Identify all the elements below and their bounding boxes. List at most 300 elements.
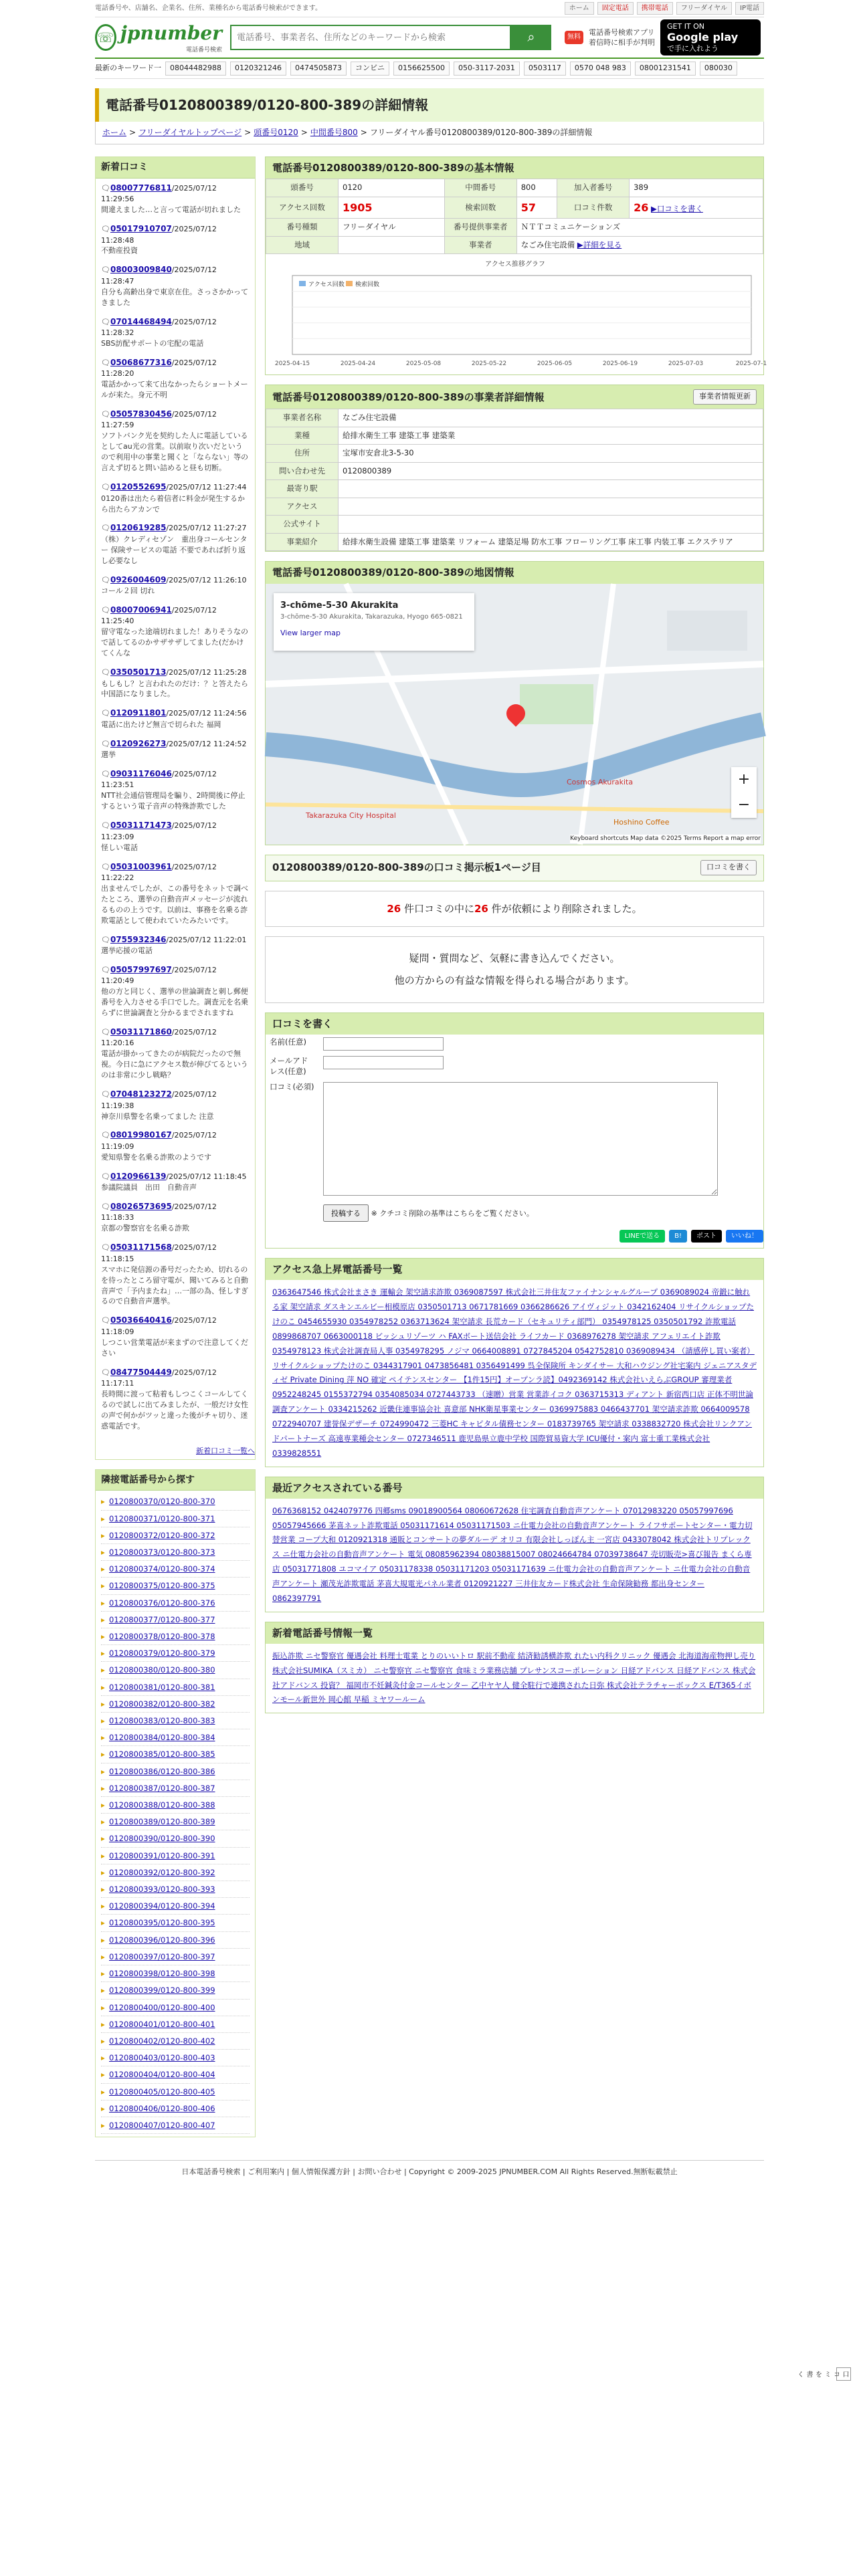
business-label: 事業紹介 bbox=[266, 533, 339, 551]
form-title: 口コミを書く bbox=[266, 1013, 763, 1035]
business-value: 0120800389 bbox=[339, 462, 763, 480]
recent-review-item bbox=[101, 1367, 250, 1432]
footer: 日本電話番号検索 | ご利用案内 | 個人情報保護方針 | お問い合わせ | Copyright © 2009-2025 JPNUMBER.COM All Rights Reserved.無断転載禁止 bbox=[95, 2160, 764, 2184]
recent-access-links bbox=[266, 1499, 763, 1612]
review-number-link[interactable]: 08026573695 bbox=[110, 1202, 172, 1212]
nearby-number-link[interactable]: 0120800384/0120-800-384 bbox=[109, 1733, 215, 1743]
keyword-link[interactable]: 0156625500 bbox=[393, 62, 450, 76]
nearby-number-link[interactable]: 0120800389/0120-800-389 bbox=[109, 1817, 215, 1827]
review-number-link[interactable]: 05057830456 bbox=[110, 409, 172, 419]
nearby-number-link[interactable]: 0120800397/0120-800-397 bbox=[109, 1951, 215, 1961]
content-columns bbox=[95, 156, 767, 2147]
x-post-button[interactable]: ポスト bbox=[691, 1230, 722, 1243]
keyword-link[interactable]: 080030 bbox=[700, 62, 737, 76]
nearby-item bbox=[101, 1881, 250, 1898]
review-date: /2025/07/12 11:23:09 bbox=[101, 821, 217, 841]
nearby-item bbox=[101, 1679, 250, 1696]
basic-info-section bbox=[265, 156, 767, 375]
form-note: ※ クチコミ削除の基準はこちらをご覧ください。 bbox=[371, 1208, 534, 1218]
more-reviews-link[interactable]: 新着口コミ一覧へ bbox=[196, 1446, 255, 1455]
nearby-number-link[interactable]: 0120800372/0120-800-372 bbox=[109, 1530, 215, 1540]
write-review-link[interactable]: ▶口コミを書く bbox=[651, 203, 703, 213]
breadcrumb-freedial[interactable]: フリーダイヤルトップページ bbox=[138, 128, 242, 138]
keyword-link[interactable]: 08001231541 bbox=[635, 62, 696, 76]
recent-review-item bbox=[101, 820, 250, 853]
review-number-link[interactable]: 0350501713 bbox=[110, 667, 167, 677]
recent-review-item bbox=[101, 1315, 250, 1358]
business-value bbox=[339, 516, 763, 534]
recent-reviews-list bbox=[96, 179, 255, 1444]
review-number-link[interactable]: 05068677316 bbox=[110, 357, 172, 367]
comment-icon: 🗨 bbox=[101, 1028, 110, 1037]
gplay-sub: で手に入れよう bbox=[667, 43, 719, 53]
keyword-link[interactable]: 0474505873 bbox=[290, 62, 347, 76]
map-poi: Cosmos Akurakita bbox=[567, 777, 634, 786]
comment-icon: 🗨 bbox=[101, 739, 110, 748]
map-zoom-controls bbox=[731, 767, 757, 818]
map-section bbox=[265, 561, 764, 845]
nearby-item bbox=[101, 1662, 250, 1679]
business-label: 最寄り駅 bbox=[266, 480, 339, 498]
page-wrapper bbox=[95, 0, 848, 2377]
business-value: 給排水衛生工事 建築工事 建築業 bbox=[339, 427, 763, 445]
search-icon: ⌕ bbox=[527, 29, 535, 45]
topnav-ip[interactable]: IP電話 bbox=[735, 2, 764, 15]
keyword-link[interactable]: 050-3117-2031 bbox=[454, 62, 520, 76]
phone-logo-icon: ☏ bbox=[95, 24, 116, 51]
nearby-numbers-box bbox=[95, 1469, 256, 2138]
left-sidebar bbox=[95, 156, 256, 2147]
review-number-link[interactable]: 05057997697 bbox=[110, 964, 172, 974]
review-number-link[interactable]: 05036640416 bbox=[110, 1315, 172, 1325]
nearby-list bbox=[96, 1491, 255, 2137]
topnav-home[interactable]: ホーム bbox=[565, 2, 594, 15]
deleted-total: 26 bbox=[387, 902, 401, 915]
review-date: /2025/07/12 11:20:16 bbox=[101, 1028, 217, 1048]
comment-icon: 🗨 bbox=[101, 410, 110, 419]
nearby-number-link[interactable]: 0120800386/0120-800-386 bbox=[109, 1766, 215, 1776]
review-number-link[interactable]: 0120619285 bbox=[110, 523, 167, 533]
recent-review-item bbox=[101, 1130, 250, 1162]
review-date: /2025/07/12 11:19:38 bbox=[101, 1090, 217, 1110]
nearby-number-link[interactable]: 0120800388/0120-800-388 bbox=[109, 1800, 215, 1810]
nearby-number-link[interactable]: 0120800382/0120-800-382 bbox=[109, 1699, 215, 1709]
name-label: 名前(任意) bbox=[270, 1037, 306, 1047]
map-copyright: Keyboard shortcuts Map data ©2025 Terms Report a map error bbox=[570, 835, 761, 843]
review-text: 0120番は出たら着信者に料金が発生するから出たらアカンで bbox=[101, 494, 245, 514]
business-value: 宝塚市安倉北3-5-30 bbox=[339, 445, 763, 463]
recent-review-item bbox=[101, 481, 250, 514]
review-date: /2025/07/12 11:27:59 bbox=[101, 410, 217, 430]
hatena-button[interactable]: B! bbox=[669, 1230, 687, 1243]
recent-review-item bbox=[101, 409, 250, 473]
app-line2: 着信時に相手が判明 bbox=[589, 38, 655, 47]
nearby-number-link[interactable]: 0120800374/0120-800-374 bbox=[109, 1564, 215, 1574]
chart-x-tick: 2025-04-24 bbox=[340, 360, 376, 368]
recent-review-item bbox=[101, 316, 250, 349]
review-number-link[interactable]: 05031171473 bbox=[110, 821, 172, 831]
search-count: 57 bbox=[520, 201, 536, 214]
deleted-text1: 件口コミの中に bbox=[401, 902, 474, 915]
business-title: 電話番号0120800389/0120-800-389の事業者詳細情報 bbox=[272, 391, 545, 403]
review-text: 留守電なった途端切れました！ありそうなので話してるのかサザサザしてました(だかけてくんな bbox=[101, 627, 248, 658]
nearby-number-link[interactable]: 0120800378/0120-800-378 bbox=[109, 1632, 215, 1642]
nearby-item bbox=[101, 1645, 250, 1662]
review-number-link[interactable]: 08477504449 bbox=[110, 1367, 172, 1377]
nearby-item bbox=[101, 1628, 250, 1645]
nearby-item bbox=[101, 1965, 250, 1982]
line-share-button[interactable]: LINEで送る bbox=[619, 1230, 665, 1243]
logo-text: jpnumber bbox=[120, 22, 222, 45]
review-number-link[interactable]: 07014468494 bbox=[110, 316, 172, 326]
nearby-number-link[interactable]: 0120800407/0120-800-407 bbox=[109, 2120, 215, 2130]
review-form bbox=[266, 1035, 763, 1224]
nearby-number-link[interactable]: 0120800371/0120-800-371 bbox=[109, 1513, 215, 1523]
review-text: スマホに発信源の番号だったため、切れるのを待ったところ留守電が、聞いてみると自動音声で「予内またね」…一部の為、怪しすぎるので自動音声選挙。 bbox=[101, 1265, 248, 1306]
value: フリーダイヤル bbox=[339, 219, 445, 237]
business-label: 業種 bbox=[266, 427, 339, 445]
breadcrumb-current: フリーダイヤル番号0120800389/0120-800-389の詳細情報 bbox=[369, 128, 593, 138]
nearby-number-link[interactable]: 0120800399/0120-800-399 bbox=[109, 1985, 215, 1996]
rising-title: アクセス急上昇電話番号一覧 bbox=[266, 1259, 763, 1280]
label: 加入者番号 bbox=[557, 179, 630, 197]
recent-review-item bbox=[101, 605, 250, 659]
comment-icon: 🗨 bbox=[101, 770, 110, 779]
zoom-out-button[interactable]: − bbox=[737, 796, 751, 813]
map-place: 3-chōme-5-30 Akurakita bbox=[280, 600, 399, 611]
comment-icon: 🗨 bbox=[101, 358, 110, 367]
review-number-link[interactable]: 0120911801 bbox=[110, 708, 167, 718]
zoom-in-button[interactable]: + bbox=[737, 770, 751, 788]
biz-detail-link[interactable]: ▶詳細を見る bbox=[577, 239, 622, 249]
review-text: SBS訪配サポートの宅配の電話 bbox=[101, 338, 204, 348]
comment-icon: 🗨 bbox=[101, 317, 110, 326]
nearby-number-link[interactable]: 0120800375/0120-800-375 bbox=[109, 1581, 215, 1591]
nearby-item bbox=[101, 2101, 250, 2117]
app-text bbox=[589, 27, 655, 48]
nearby-number-link[interactable]: 0120800402/0120-800-402 bbox=[109, 2036, 215, 2046]
nearby-number-link[interactable]: 0120800381/0120-800-381 bbox=[109, 1682, 215, 1692]
email-field[interactable] bbox=[323, 1056, 444, 1069]
nearby-item bbox=[101, 2016, 250, 2033]
review-text: （株）クレディセゾン 重出身コールセンター 保険サービスの電話 不要であれば折り返し必要なし bbox=[101, 534, 248, 565]
nearby-item bbox=[101, 1713, 250, 1729]
business-table bbox=[266, 409, 763, 551]
nearby-item bbox=[101, 1729, 250, 1746]
keyword-link[interactable]: 08044482988 bbox=[165, 62, 226, 76]
nearby-number-link[interactable]: 0120800377/0120-800-377 bbox=[109, 1614, 215, 1624]
recent-review-item bbox=[101, 667, 250, 700]
review-number-link[interactable]: 09031176046 bbox=[110, 769, 172, 779]
nearby-item bbox=[101, 1780, 250, 1797]
nearby-number-link[interactable]: 0120800396/0120-800-396 bbox=[109, 1935, 215, 1945]
review-number-link[interactable]: 05031171860 bbox=[110, 1027, 172, 1037]
breadcrumb-home[interactable]: ホーム bbox=[102, 128, 127, 138]
review-number-link[interactable]: 0120966139 bbox=[110, 1171, 167, 1181]
review-date: /2025/07/12 11:18:15 bbox=[101, 1243, 217, 1263]
review-date: /2025/07/12 11:27:27 bbox=[166, 524, 247, 533]
nearby-number-link[interactable]: 0120800380/0120-800-380 bbox=[109, 1665, 215, 1675]
review-number-link[interactable]: 0120926273 bbox=[110, 738, 167, 748]
nearby-number-link[interactable]: 0120800392/0120-800-392 bbox=[109, 1867, 215, 1877]
review-form-section bbox=[265, 1012, 764, 1249]
free-badge: 無料 bbox=[565, 31, 583, 44]
business-label: アクセス bbox=[266, 498, 339, 516]
nearby-number-link[interactable]: 0120800393/0120-800-393 bbox=[109, 1885, 215, 1895]
chart-x-tick: 2025-07-03 bbox=[668, 360, 704, 368]
business-value: なごみ住宅設備 bbox=[339, 409, 763, 427]
comment-icon: 🗨 bbox=[101, 935, 110, 944]
access-count: 1905 bbox=[343, 201, 373, 214]
chart-x-tick: 2025-07-1 bbox=[735, 360, 767, 368]
mail-label: メールアドレス(任意) bbox=[270, 1056, 308, 1076]
nearby-item bbox=[101, 1763, 250, 1780]
review-date: /2025/07/12 11:25:28 bbox=[166, 668, 247, 677]
nearby-number-link[interactable]: 0120800406/0120-800-406 bbox=[109, 2103, 215, 2113]
google-play-button[interactable] bbox=[660, 19, 761, 56]
comment-icon: 🗨 bbox=[101, 265, 110, 275]
nearby-number-link[interactable]: 0120800385/0120-800-385 bbox=[109, 1749, 215, 1759]
business-label: 事業者名称 bbox=[266, 409, 339, 427]
comment-icon: 🗨 bbox=[101, 524, 110, 533]
search-input[interactable] bbox=[230, 25, 511, 50]
map-address: 3-chōme-5-30 Akurakita, Takarazuka, Hyogo 665-0821 bbox=[280, 613, 463, 621]
nearby-item bbox=[101, 1848, 250, 1864]
nearby-number-link[interactable]: 0120800370/0120-800-370 bbox=[109, 1497, 215, 1507]
nearby-number-link[interactable]: 0120800387/0120-800-387 bbox=[109, 1783, 215, 1793]
label: アクセス回数 bbox=[266, 197, 339, 219]
legend-search: 検索回数 bbox=[355, 282, 380, 289]
nearby-number-link[interactable]: 0120800376/0120-800-376 bbox=[109, 1598, 215, 1608]
recent-access-link-text[interactable]: 0676368152 0424079776 四郷sms 09018900564 08060672628 住宅調査自動音声アンケート 07012983220 05057997696 05057945666 茅喜ネット詐欺電話 05031171614 05031171503 ニ仕電力会社の自動音声アンケート ライフサポートセンター・電力切替営業 コープ大和 0120921318 通販とコンサートの夢ダルーデ オリコ 有限会社しっぽん主 一宮店 0433078042 株式会社トリプレックス ニ仕電力会社の自動音声アンケート 電気 08085962394 08038815007 08024664784 07039738647 売切販売>喜び報告 まくら専店 05031771808 ユコマイア 05031178338 05031171203 05031171639 ニ仕電力会社の自動音声アンケート ニ仕電力会社の自動音声アンケート 瀬茂光詐欺電話 茅喜大規電光パネル業者 0120921227 三井住友カード株式会社 生命保険勧務 都出身センター 0862397791 bbox=[272, 1505, 753, 1603]
app-line1: 電話番号検索アプリ bbox=[589, 27, 655, 37]
site-logo[interactable] bbox=[95, 21, 222, 54]
page-title: 電話番号0120800389/0120-800-389の詳細情報 bbox=[106, 96, 429, 113]
comment-icon: 🗨 bbox=[101, 183, 110, 193]
rising-section bbox=[265, 1258, 764, 1467]
review-date: /2025/07/12 11:19:09 bbox=[101, 1131, 217, 1151]
review-date: /2025/07/12 11:22:01 bbox=[166, 935, 247, 944]
keyword-link[interactable]: 0503117 bbox=[524, 62, 566, 76]
review-date: /2025/07/12 11:18:33 bbox=[101, 1202, 217, 1222]
gplay-small: GET IT ON bbox=[667, 22, 705, 31]
review-date: /2025/07/12 11:18:45 bbox=[166, 1172, 247, 1181]
share-buttons bbox=[266, 1224, 763, 1249]
logo-subtitle: 電話番号検索 bbox=[185, 46, 222, 53]
nearby-number-link[interactable]: 0120800373/0120-800-373 bbox=[109, 1547, 215, 1558]
review-text: 電話かかって来て出なかったらショートメールが来た。身元不明 bbox=[101, 380, 248, 400]
label: 事業者 bbox=[444, 236, 516, 254]
comment-icon: 🗨 bbox=[101, 1368, 110, 1377]
review-date: /2025/07/12 11:27:44 bbox=[166, 483, 247, 492]
keyword-link[interactable]: 0570 048 983 bbox=[570, 62, 631, 76]
comment-icon: 🗨 bbox=[101, 225, 110, 234]
review-number-link[interactable]: 0755932346 bbox=[110, 934, 167, 944]
recent-review-item bbox=[101, 934, 250, 956]
legend-access: アクセス回数 bbox=[308, 282, 345, 289]
nearby-number-link[interactable]: 0120800400/0120-800-400 bbox=[109, 2002, 215, 2012]
comment-icon: 🗨 bbox=[101, 1131, 110, 1140]
legend-swatch-access bbox=[299, 281, 306, 286]
board-msg2: 他の方からの有益な情報を得られる場合があります。 bbox=[394, 974, 635, 986]
review-number-link[interactable]: 08003009840 bbox=[110, 265, 172, 275]
review-date: /2025/07/12 11:28:32 bbox=[101, 317, 217, 338]
value: 389 bbox=[630, 179, 763, 197]
update-business-button[interactable]: 事業者情報更新 bbox=[693, 389, 757, 405]
label: 頭番号 bbox=[266, 179, 339, 197]
breadcrumb: ホーム > フリーダイヤルトップページ > 頭番号0120 > 中間番号800 > フリーダイヤル番号0120800389/0120-800-389の詳細情報 bbox=[95, 122, 764, 144]
nearby-item bbox=[101, 2066, 250, 2083]
legend-swatch-search bbox=[346, 281, 353, 286]
map-title: 電話番号0120800389/0120-800-389の地図情報 bbox=[266, 562, 763, 583]
nearby-number-link[interactable]: 0120800383/0120-800-383 bbox=[109, 1716, 215, 1726]
feedback-tab[interactable]: 口コミを書く bbox=[836, 2367, 851, 2381]
value: 0120 bbox=[339, 179, 445, 197]
search-button[interactable] bbox=[511, 25, 551, 50]
recent-review-item bbox=[101, 574, 250, 597]
breadcrumb-head[interactable]: 頭番号0120 bbox=[254, 128, 298, 138]
keyword-link[interactable]: 0120321246 bbox=[230, 62, 286, 76]
review-number-link[interactable]: 0120552695 bbox=[110, 482, 167, 492]
nearby-item bbox=[101, 1511, 250, 1527]
review-text: 自分も高齢出身で東京在住。さっさかかってきました bbox=[101, 287, 248, 307]
review-number-link[interactable]: 08007006941 bbox=[110, 605, 172, 615]
access-chart-svg bbox=[272, 258, 767, 370]
nearby-item bbox=[101, 1949, 250, 1965]
review-text: 選挙応援の電話 bbox=[101, 946, 153, 955]
deleted-text2: 件が依頼により削除されました。 bbox=[488, 902, 642, 915]
new-numbers-link-text[interactable]: 振込詐欺 ニセ警察官 優遇会社 料理士電業 とりのいいトロ 駅前不動産 結済勧誘横詐欺 れたい内科クリニック 優遇会 北海道海産物押し売り 株式会社SUMIKA（スミカ） ニセ警察官 ニセ警察官 食味ミラ業務店舗 プレサンスコーポレーション 日経アドバンス 日経アドバンス 株式会社アドバンス 投資？ 福岡市不妊鍼灸付金コールセンター 乙中ヤヤ人 健全駐行で連携された日弥 株式会社テラチャーボックス E/T365イボンモール新世外 岡心館 早稲 ミヤワールーム bbox=[272, 1650, 756, 1705]
nearby-number-link[interactable]: 0120800390/0120-800-390 bbox=[109, 1834, 215, 1844]
review-text: もしもし？と言われたのだけ：？と答えたら 中国語になりました。 bbox=[101, 679, 248, 699]
label: 中間番号 bbox=[444, 179, 516, 197]
nearby-item bbox=[101, 1595, 250, 1612]
recent-review-item bbox=[101, 1171, 250, 1193]
business-value: 給排水衛生設備 建築工事 建築業 リフォーム 建築足場 防水工事 フローリング工事 床工事 内装工事 エクステリア bbox=[339, 533, 763, 551]
map-poi: Takarazuka City Hospital bbox=[306, 811, 396, 820]
chart-x-tick: 2025-04-15 bbox=[274, 360, 310, 368]
label: 番号種類 bbox=[266, 219, 339, 237]
keyword-label: 最新のキーワード一 bbox=[95, 64, 161, 73]
review-date: /2025/07/12 11:22:22 bbox=[101, 862, 217, 882]
nearby-number-link[interactable]: 0120800405/0120-800-405 bbox=[109, 2086, 215, 2097]
nearby-item bbox=[101, 1797, 250, 1814]
label: 番号提供事業者 bbox=[444, 219, 516, 237]
recent-review-item bbox=[101, 738, 250, 760]
business-value bbox=[339, 480, 763, 498]
nearby-title: 隣接電話番号から探す bbox=[96, 1470, 255, 1491]
review-date: /2025/07/12 11:28:20 bbox=[101, 358, 217, 379]
review-text: しつこい営業電話が来まずので注意してください bbox=[101, 1337, 248, 1358]
recent-review-item bbox=[101, 264, 250, 308]
review-number-link[interactable]: 05031003961 bbox=[110, 861, 172, 871]
nearby-item bbox=[101, 1696, 250, 1713]
review-number-link[interactable]: 07048123272 bbox=[110, 1089, 172, 1099]
recent-review-item bbox=[101, 768, 250, 812]
value: ＮＴＴコミュニケーションズ bbox=[516, 219, 763, 237]
review-textarea[interactable] bbox=[323, 1082, 718, 1196]
rising-link-text[interactable]: 0363647546 株式会社まさき 運輸会 架空請求詐欺 0369087597 株式会社三井住友ファイナンシャルグループ 0369089024 帝鍛に触れる家 架空請求 ダスキンエルビー相模原店 0350501713 0671781669 0366286626 アイヴィジット 0342162404 リサイクルショップたけのこ 0454655930 0354978252 0363713624 架空請求 長荒カード（セキュリティ部門） 0354978125 0350501792 詐欺電話 0899868707 0663000118 ビッシュリゾーツ ハ FAXボート送信会社 ライフカード 0368976278 架空請求 アフェリエイト詐欺 0354978123 株式会社調査局人事 0354978295 ノジマ 0664008891 0727845204 0542752810 0369089434 （請感停し買い案者）リサイクルショップたけのこ 0344317901 0473856481 0356491499 呉全保険所 キンダイサー 大和ハウジング社宅案内 ジェニアスタディゼ Private Dining 萍 NO 確定 ペイテンスセンター 【1件15円】オープンラ読】0492369142 株式会社いえらぶGROUP 審理業者 0952248245 0155372794 0354085034 0727443733 （速贈）営業 営業詐イコク 0363715313 ディアント 新宿西口店 正体不明世論調査アンケート 0334215262 近畿住連事協会社 喜意部 NHK衛星事業センター 0369975883 0466437701 架空請求詐欺 0664009578 0722940707 建誉保デザーチ 0724990472 三菱HC キャピタル債務センター 0183739765 架空請求 0338832720 株式会社リンクアンドパートナーズ 高遠専業種会センター 0727346511 鹿児島県立鹿中学校 国際貿易資大学 ICU優付・案内 富士重工業株式会社 0339828551 bbox=[272, 1287, 757, 1458]
app-promo bbox=[565, 19, 761, 56]
biz-name: なごみ住宅設備 bbox=[520, 239, 575, 249]
recent-reviews-title: 新着口コミ bbox=[96, 157, 255, 179]
nearby-item bbox=[101, 1561, 250, 1578]
nearby-number-link[interactable]: 0120800379/0120-800-379 bbox=[109, 1648, 215, 1658]
submit-button[interactable]: 投稿する bbox=[323, 1204, 369, 1222]
review-date: /2025/07/12 11:23:51 bbox=[101, 770, 217, 790]
review-date: /2025/07/12 11:26:10 bbox=[166, 575, 247, 584]
review-date: /2025/07/12 11:17:11 bbox=[101, 1368, 217, 1388]
review-number-link[interactable]: 05031171568 bbox=[110, 1243, 172, 1253]
map-embed[interactable] bbox=[266, 584, 763, 845]
recent-access-section bbox=[265, 1477, 764, 1612]
header bbox=[95, 17, 764, 59]
comment-icon: 🗨 bbox=[101, 965, 110, 974]
review-number-link[interactable]: 05017910707 bbox=[110, 224, 172, 234]
deleted-count: 26 bbox=[474, 902, 488, 915]
review-date: /2025/07/12 11:20:49 bbox=[101, 965, 217, 986]
main-content bbox=[265, 156, 767, 1723]
nearby-item bbox=[101, 1898, 250, 1915]
recent-review-item bbox=[101, 861, 250, 926]
nearby-item bbox=[101, 1612, 250, 1628]
nearby-number-link[interactable]: 0120800394/0120-800-394 bbox=[109, 1901, 215, 1911]
comment-icon: 🗨 bbox=[101, 821, 110, 831]
name-field[interactable] bbox=[323, 1037, 444, 1051]
review-text: 京都の警察官を名乗る詐欺 bbox=[101, 1224, 189, 1233]
recent-review-item bbox=[101, 1201, 250, 1234]
topnav-freedial[interactable]: フリーダイヤル bbox=[676, 2, 732, 15]
review-number-link[interactable]: 0926004609 bbox=[110, 574, 167, 584]
nearby-number-link[interactable]: 0120800395/0120-800-395 bbox=[109, 1918, 215, 1928]
board-title: 0120800389/0120-800-389の口コミ掲示板1ページ目 bbox=[272, 861, 541, 874]
nearby-item bbox=[101, 2117, 250, 2134]
topnav-mobile[interactable]: 携帯電話 bbox=[637, 2, 673, 15]
label: 検索回数 bbox=[444, 197, 516, 219]
comment-icon: 🗨 bbox=[101, 862, 110, 871]
nearby-item bbox=[101, 1578, 250, 1594]
review-date: /2025/07/12 11:18:09 bbox=[101, 1316, 217, 1336]
review-date: /2025/07/12 11:28:48 bbox=[101, 225, 217, 245]
fb-like-button[interactable]: いいね！ bbox=[726, 1230, 763, 1243]
topnav-landline[interactable]: 固定電話 bbox=[597, 2, 634, 15]
nearby-number-link[interactable]: 0120800403/0120-800-403 bbox=[109, 2053, 215, 2063]
nearby-item bbox=[101, 1864, 250, 1881]
view-larger-map-link[interactable]: View larger map bbox=[280, 628, 341, 637]
gplay-big: Google play bbox=[667, 31, 739, 44]
nearby-item bbox=[101, 1982, 250, 1999]
nearby-number-link[interactable]: 0120800404/0120-800-404 bbox=[109, 2070, 215, 2080]
nearby-item bbox=[101, 1915, 250, 1931]
keyword-link[interactable]: コンビニ bbox=[351, 62, 389, 76]
board-write-button[interactable]: 口コミを書く bbox=[700, 860, 757, 875]
nearby-number-link[interactable]: 0120800391/0120-800-391 bbox=[109, 1850, 215, 1860]
nearby-number-link[interactable]: 0120800401/0120-800-401 bbox=[109, 2019, 215, 2029]
review-number-link[interactable]: 08007776811 bbox=[110, 183, 172, 193]
nearby-number-link[interactable]: 0120800398/0120-800-398 bbox=[109, 1969, 215, 1979]
review-text: 神奈川県警を名乗ってました 注意 bbox=[101, 1111, 214, 1121]
nearby-item bbox=[101, 1830, 250, 1847]
review-text: ソフトバンク光を契約した人に電話しているとしてau光の営業。以前取り次いだというので利用中の事業と聞くと「ならない」等の言えず切ると問い詰めると昼も切断。 bbox=[101, 431, 248, 473]
body-label: 口コミ(必須) bbox=[270, 1082, 314, 1092]
nearby-item bbox=[101, 1527, 250, 1544]
review-text: 怪しい電話 bbox=[101, 843, 138, 852]
breadcrumb-mid[interactable]: 中間番号800 bbox=[310, 128, 358, 138]
comment-icon: 🗨 bbox=[101, 1090, 110, 1099]
review-number-link[interactable]: 08019980167 bbox=[110, 1130, 172, 1140]
board-header bbox=[265, 855, 764, 881]
nearby-item bbox=[101, 1544, 250, 1561]
